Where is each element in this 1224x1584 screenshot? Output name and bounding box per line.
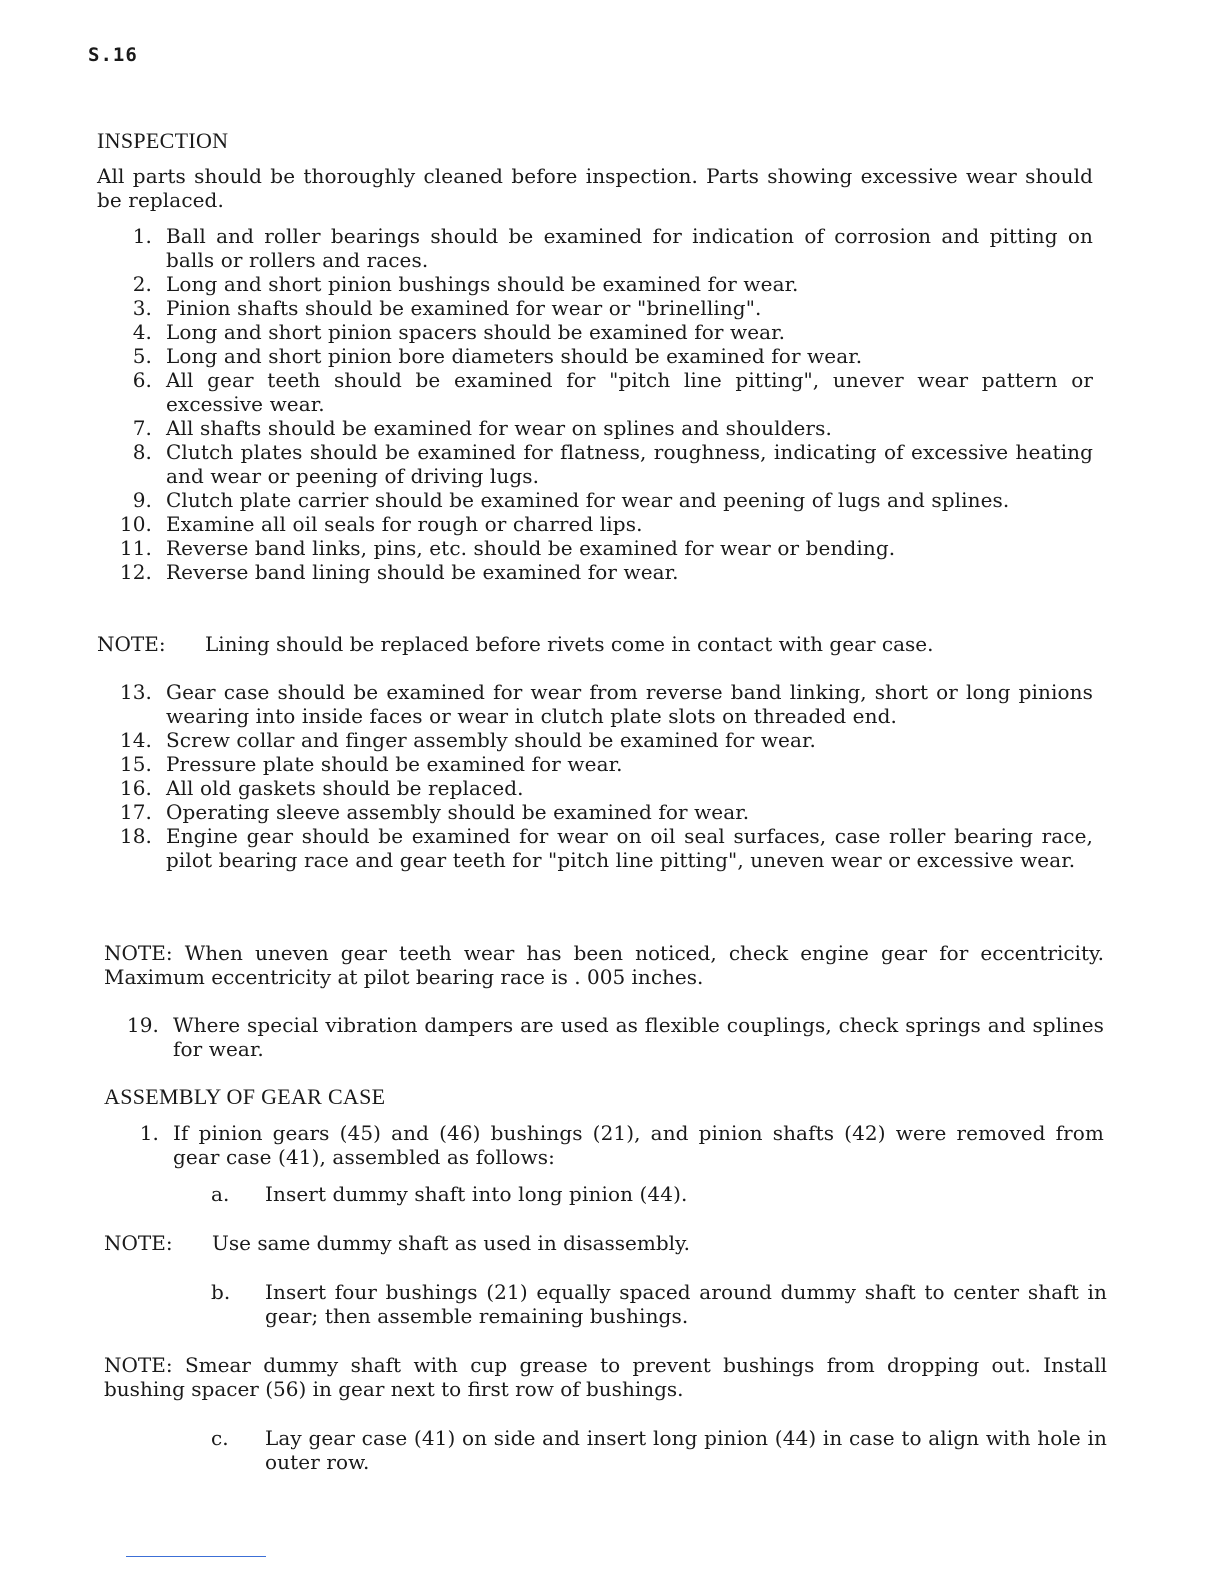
note-grease: NOTE: Smear dummy shaft with cup grease to prevent bushings from dropping out. Install bushing spacer (56) in gear next to first row of bushings.	[104, 1353, 1107, 1401]
list-item: 12. Reverse band lining should be examined for wear.	[119, 560, 679, 584]
inspection-list-b	[100, 680, 1093, 872]
list-item: 18. Engine gear should be examined for wear on oil seal surfaces, case roller bearing race, pilot bearing race and gear teeth for "pitch line pitting", uneven wear or excessive wear.	[119, 824, 1093, 872]
inspection-intro: All parts should be thoroughly cleaned before inspection. Parts showing excessive wear should be replaced.	[97, 164, 1093, 212]
list-item: 14. Screw collar and finger assembly should be examined for wear.	[119, 728, 816, 752]
list-item: 9. Clutch plate carrier should be examined for wear and peening of lugs and splines.	[132, 488, 1010, 512]
list-item: 13. Gear case should be examined for wear from reverse band linking, short or long pinions wearing into inside faces or wear in clutch plate slots on threaded end.	[119, 680, 1093, 728]
sub-item-b: b. Insert four bushings (21) equally spaced around dummy shaft to center shaft in gear; then assemble remaining bushings.	[211, 1280, 1107, 1328]
list-item: 17. Operating sleeve assembly should be examined for wear.	[119, 800, 750, 824]
note-dummy-shaft: NOTE: Use same dummy shaft as used in disassembly.	[104, 1231, 691, 1255]
list-item: 16. All old gaskets should be replaced.	[119, 776, 524, 800]
list-item: 4. Long and short pinion spacers should be examined for wear.	[132, 320, 786, 344]
note-eccentricity: NOTE: When uneven gear teeth wear has been noticed, check engine gear for eccentricity. Maximum eccentricity at pilot bearing race is . 005 inches.	[104, 941, 1104, 989]
list-item: 19. Where special vibration dampers are used as flexible couplings, check springs and splines for wear.	[126, 1013, 1104, 1061]
sub-item-a: a. Insert dummy shaft into long pinion (44).	[211, 1182, 688, 1206]
list-item: 15. Pressure plate should be examined for wear.	[119, 752, 623, 776]
inspection-heading: INSPECTION	[97, 128, 229, 153]
list-item: 6. All gear teeth should be examined for "pitch line pitting", unever wear pattern or excessive wear.	[132, 368, 1093, 416]
list-item: 2. Long and short pinion bushings should be examined for wear.	[132, 272, 799, 296]
list-item: 11. Reverse band links, pins, etc. should be examined for wear or bending.	[119, 536, 896, 560]
list-item: 3. Pinion shafts should be examined for wear or "brinelling".	[132, 296, 762, 320]
page-number: S.16	[88, 44, 138, 66]
inspection-list-c	[107, 1013, 1104, 1061]
list-item: 1. If pinion gears (45) and (46) bushings (21), and pinion shafts (42) were removed from gear case (41), assembled as follows:	[139, 1121, 1104, 1169]
list-item: 1. Ball and roller bearings should be examined for indication of corrosion and pitting on balls or rollers and races.	[132, 224, 1093, 272]
list-item: 8. Clutch plates should be examined for flatness, roughness, indicating of excessive heating and wear or peening of driving lugs.	[132, 440, 1093, 488]
note-lining: NOTE: Lining should be replaced before rivets come in contact with gear case.	[97, 632, 934, 656]
assembly-heading: ASSEMBLY OF GEAR CASE	[104, 1084, 386, 1109]
list-item: 5. Long and short pinion bore diameters should be examined for wear.	[132, 344, 863, 368]
assembly-list	[107, 1121, 1104, 1169]
list-item: 10. Examine all oil seals for rough or charred lips.	[119, 512, 643, 536]
list-item: 7. All shafts should be examined for wear on splines and shoulders.	[132, 416, 832, 440]
sub-item-c: c. Lay gear case (41) on side and insert long pinion (44) in case to align with hole in outer row.	[211, 1426, 1107, 1474]
footnote-rule	[126, 1556, 266, 1557]
inspection-list-a	[100, 224, 1093, 584]
